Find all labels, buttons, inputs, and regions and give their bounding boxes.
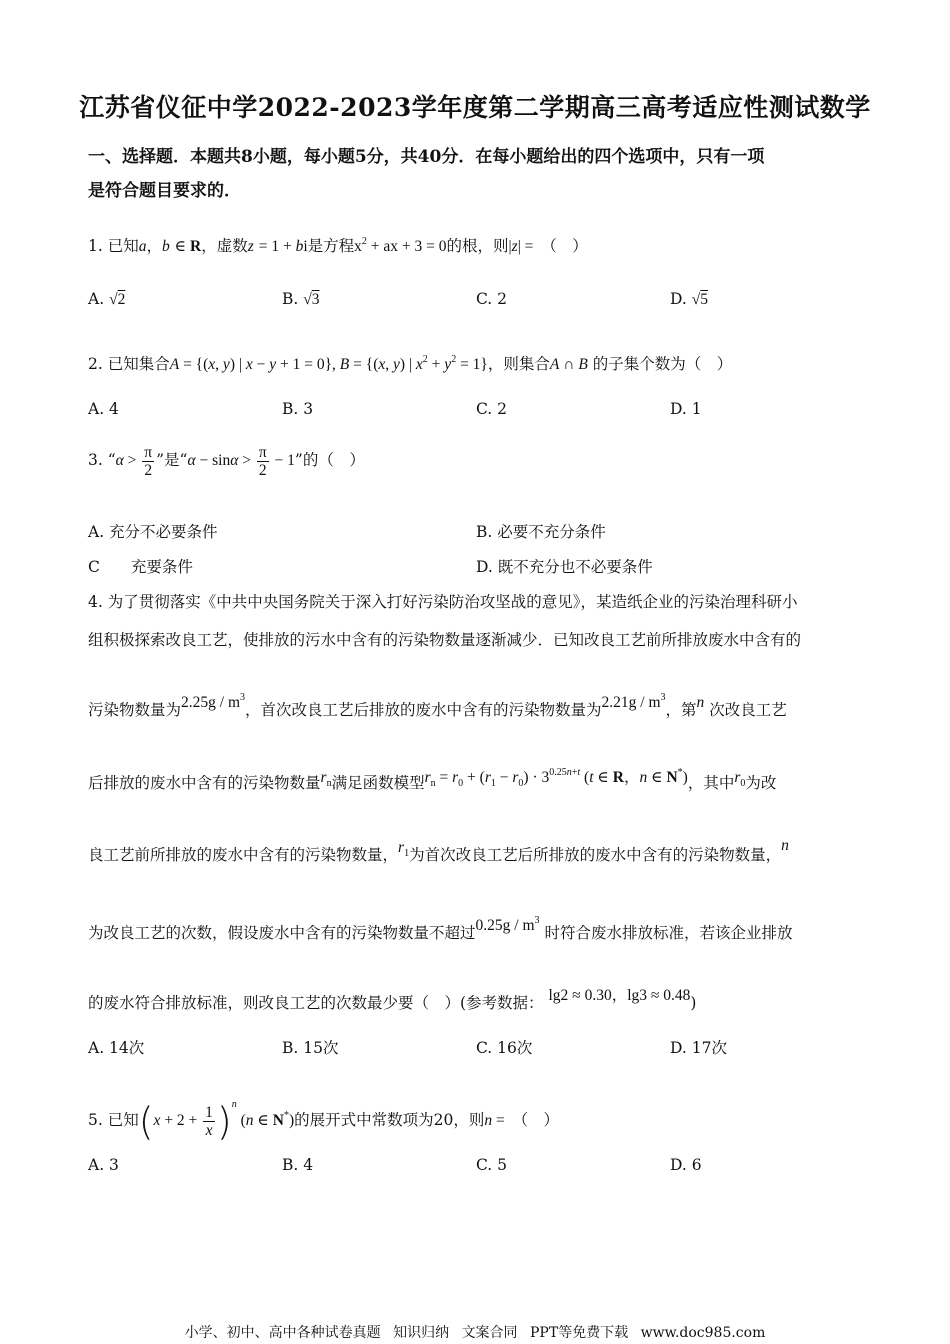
question-1 [88,232,878,257]
page-footer [0,1322,950,1342]
q4-value-221: $2.21g / m^3$ [601,692,666,711]
q1-math-eq: = 1 + bi [258,238,308,255]
q4-line7b: ) [690,994,697,1012]
q4-var-r1: $r_1$ [398,839,410,859]
q4-line4b: 满足函数模型 [331,774,425,792]
q1-abs-z: |z| = [508,238,534,255]
q3-end: ”的（ ） [294,451,365,469]
q4-var-n2: n [781,837,789,854]
q4-line-3 [88,680,878,728]
q4-model: $r_n = r_0 + (r_1 - r_0) \cdot 3^{0.25n+t}$ (t ∈ R，n ∈ N*) [424,767,688,789]
q4-line3b: ，首次改良工艺后排放的废水中含有的污染物数量为 [245,701,602,719]
q4-line-2: 组积极探索改良工艺，使排放的污水中含有的污染物数量逐渐减少．已知改良工艺前所排放废水中含有的 [88,631,802,649]
sqrt2: √2 [109,291,126,308]
q1-text-d: 的根，则 [446,237,509,255]
q1-equation: $x^2$ + ax + 3 = 0 [354,236,447,255]
q1-math-z: z [247,238,254,255]
footer-item-3: 文案合同 [461,1325,518,1341]
q4-line5a: 良工艺前所排放的废水中含有的污染物数量， [88,846,399,864]
q2-option-a[interactable]: A. 4 [88,400,119,418]
q4-option-d[interactable]: D. 17次 [670,1039,727,1057]
q2-option-d[interactable]: D. 1 [670,400,702,418]
q1-text-b: ，虚数 [201,237,248,255]
q3-number: 3. “ [88,451,116,469]
q1-option-d-label: D. [670,290,687,308]
q4-value-225: $2.25g / m^3$ [181,692,246,711]
question-2 [88,350,878,375]
q4-option-c[interactable]: C. 16次 [476,1039,533,1057]
q2-option-b[interactable]: B. 3 [282,400,314,418]
q1-option-a[interactable] [88,290,125,309]
q5-expression: (x + 2 + $\frac{1}{x}$ )$^n$ (n ∈ N*) [138,1099,295,1144]
section-header-line1: 一、选择题．本题共8小题，每小题5分，共40分．在每小题给出的四个选项中，只有一项 [88,147,765,167]
q2-number: 2. 已知集合 [88,355,170,373]
q5-option-a[interactable]: A. 3 [88,1156,119,1174]
q4-line3c: ，第 [665,701,697,719]
q4-line4d: 为改 [745,774,777,792]
q1-math-in: ∈ R [174,238,202,255]
q4-var-r0: $r_0$ [734,769,746,789]
q1-option-d[interactable] [670,290,708,309]
q2-option-c[interactable]: C. 2 [476,400,508,418]
q5-blank: （ ） [520,1111,560,1129]
sqrt5: √5 [691,291,709,308]
q1-option-c[interactable]: C. 2 [476,290,508,308]
footer-link[interactable]: www.doc985.com [640,1325,766,1341]
q4-line4c: ，其中 [687,774,735,792]
q1-option-b-label: B. [282,290,299,308]
q4-line-4 [88,755,878,802]
footer-item-1: 小学、初中、高中各种试卷真题 [184,1325,381,1341]
q2-text-end: 的子集个数为（ ） [592,355,733,373]
q2-intersection: A ∩ B [549,356,588,373]
q4-line-6 [88,903,878,951]
section-header-line2: 是符合题目要求的． [88,181,241,201]
q3-condition-2: α − sinα > $\frac{\pi}{2}$ − 1 [187,443,295,479]
q4-line5b: 为首次改良工艺后所排放的废水中含有的污染物数量， [409,846,782,864]
q2-set-expression: A = {(x, y) | x − y + 1 = 0}, B = {(x, y) | $x^2 + y^2 = 1$} [169,354,488,373]
footer-item-4: PPT等免费下载 [530,1325,629,1341]
footer-item-2: 知识归纳 [393,1325,450,1341]
q1-math-b: b [161,238,170,255]
q1-text-c: 是方程 [307,237,355,255]
question-3 [88,442,878,479]
q3-option-c[interactable]: C 充要条件 [88,558,193,576]
section-header [88,140,868,208]
sqrt3: √3 [303,291,320,308]
q4-line7a: 的废水符合排放标准，则改良工艺的次数最少要（ ）(参考数据： [88,994,544,1012]
question-5 [88,1080,878,1146]
q4-ref-data: lg2 ≈ 0.30，lg3 ≈ 0.48 [548,987,691,1004]
q5-number: 5. 已知 [88,1111,139,1129]
q4-var-n: n [696,694,705,711]
q1-blank: （ ） [548,237,588,255]
q4-line6b: 时符合废水排放标准，若该企业排放 [544,924,793,942]
q1-option-b[interactable] [282,290,320,309]
q3-option-d[interactable]: D. 既不充分也不必要条件 [476,558,653,576]
q4-line-7 [88,978,878,1021]
q3-option-a[interactable]: A. 充分不必要条件 [88,523,218,541]
q4-line4a: 后排放的废水中含有的污染物数量 [88,774,321,792]
q4-value-025: $0.25g / m^3$ [475,915,540,934]
q2-text-tail: ，则集合 [487,355,550,373]
q4-line3a: 污染物数量为 [88,701,182,719]
q1-number: 1. 已知 [88,237,139,255]
q5-var-n: n = [484,1112,505,1129]
q3-mid: ”是“ [156,451,188,469]
q5-option-d[interactable]: D. 6 [670,1156,702,1174]
q1-text-a: ， [146,237,162,255]
q4-line3d: 次改良工艺 [709,701,787,719]
q4-line6a: 为改良工艺的次数，假设废水中含有的污染物数量不超过 [88,924,476,942]
q4-option-a[interactable]: A. 14次 [88,1039,145,1057]
q4-line-1: 4. 为了贯彻落实《中共中央国务院关于深入打好污染防治攻坚战的意见》，某造纸企业的污染治理科研小 [88,593,798,611]
q1-option-a-label: A. [88,290,105,308]
q5-option-c[interactable]: C. 5 [476,1156,508,1174]
q4-option-b[interactable]: B. 15次 [282,1039,339,1057]
q3-option-b[interactable]: B. 必要不充分条件 [476,523,606,541]
q4-line-5 [88,828,878,873]
page-title: 江苏省仪征中学2022-2023学年度第二学期高三高考适应性测试数学 [79,93,871,122]
q1-math-a: a [138,238,147,255]
q5-option-b[interactable]: B. 4 [282,1156,314,1174]
q4-var-rn: $r_n$ [320,769,332,789]
q3-condition-1: α > $\frac{\pi}{2}$ [115,443,153,479]
q5-text: 的展开式中常数项为20，则 [294,1111,485,1129]
